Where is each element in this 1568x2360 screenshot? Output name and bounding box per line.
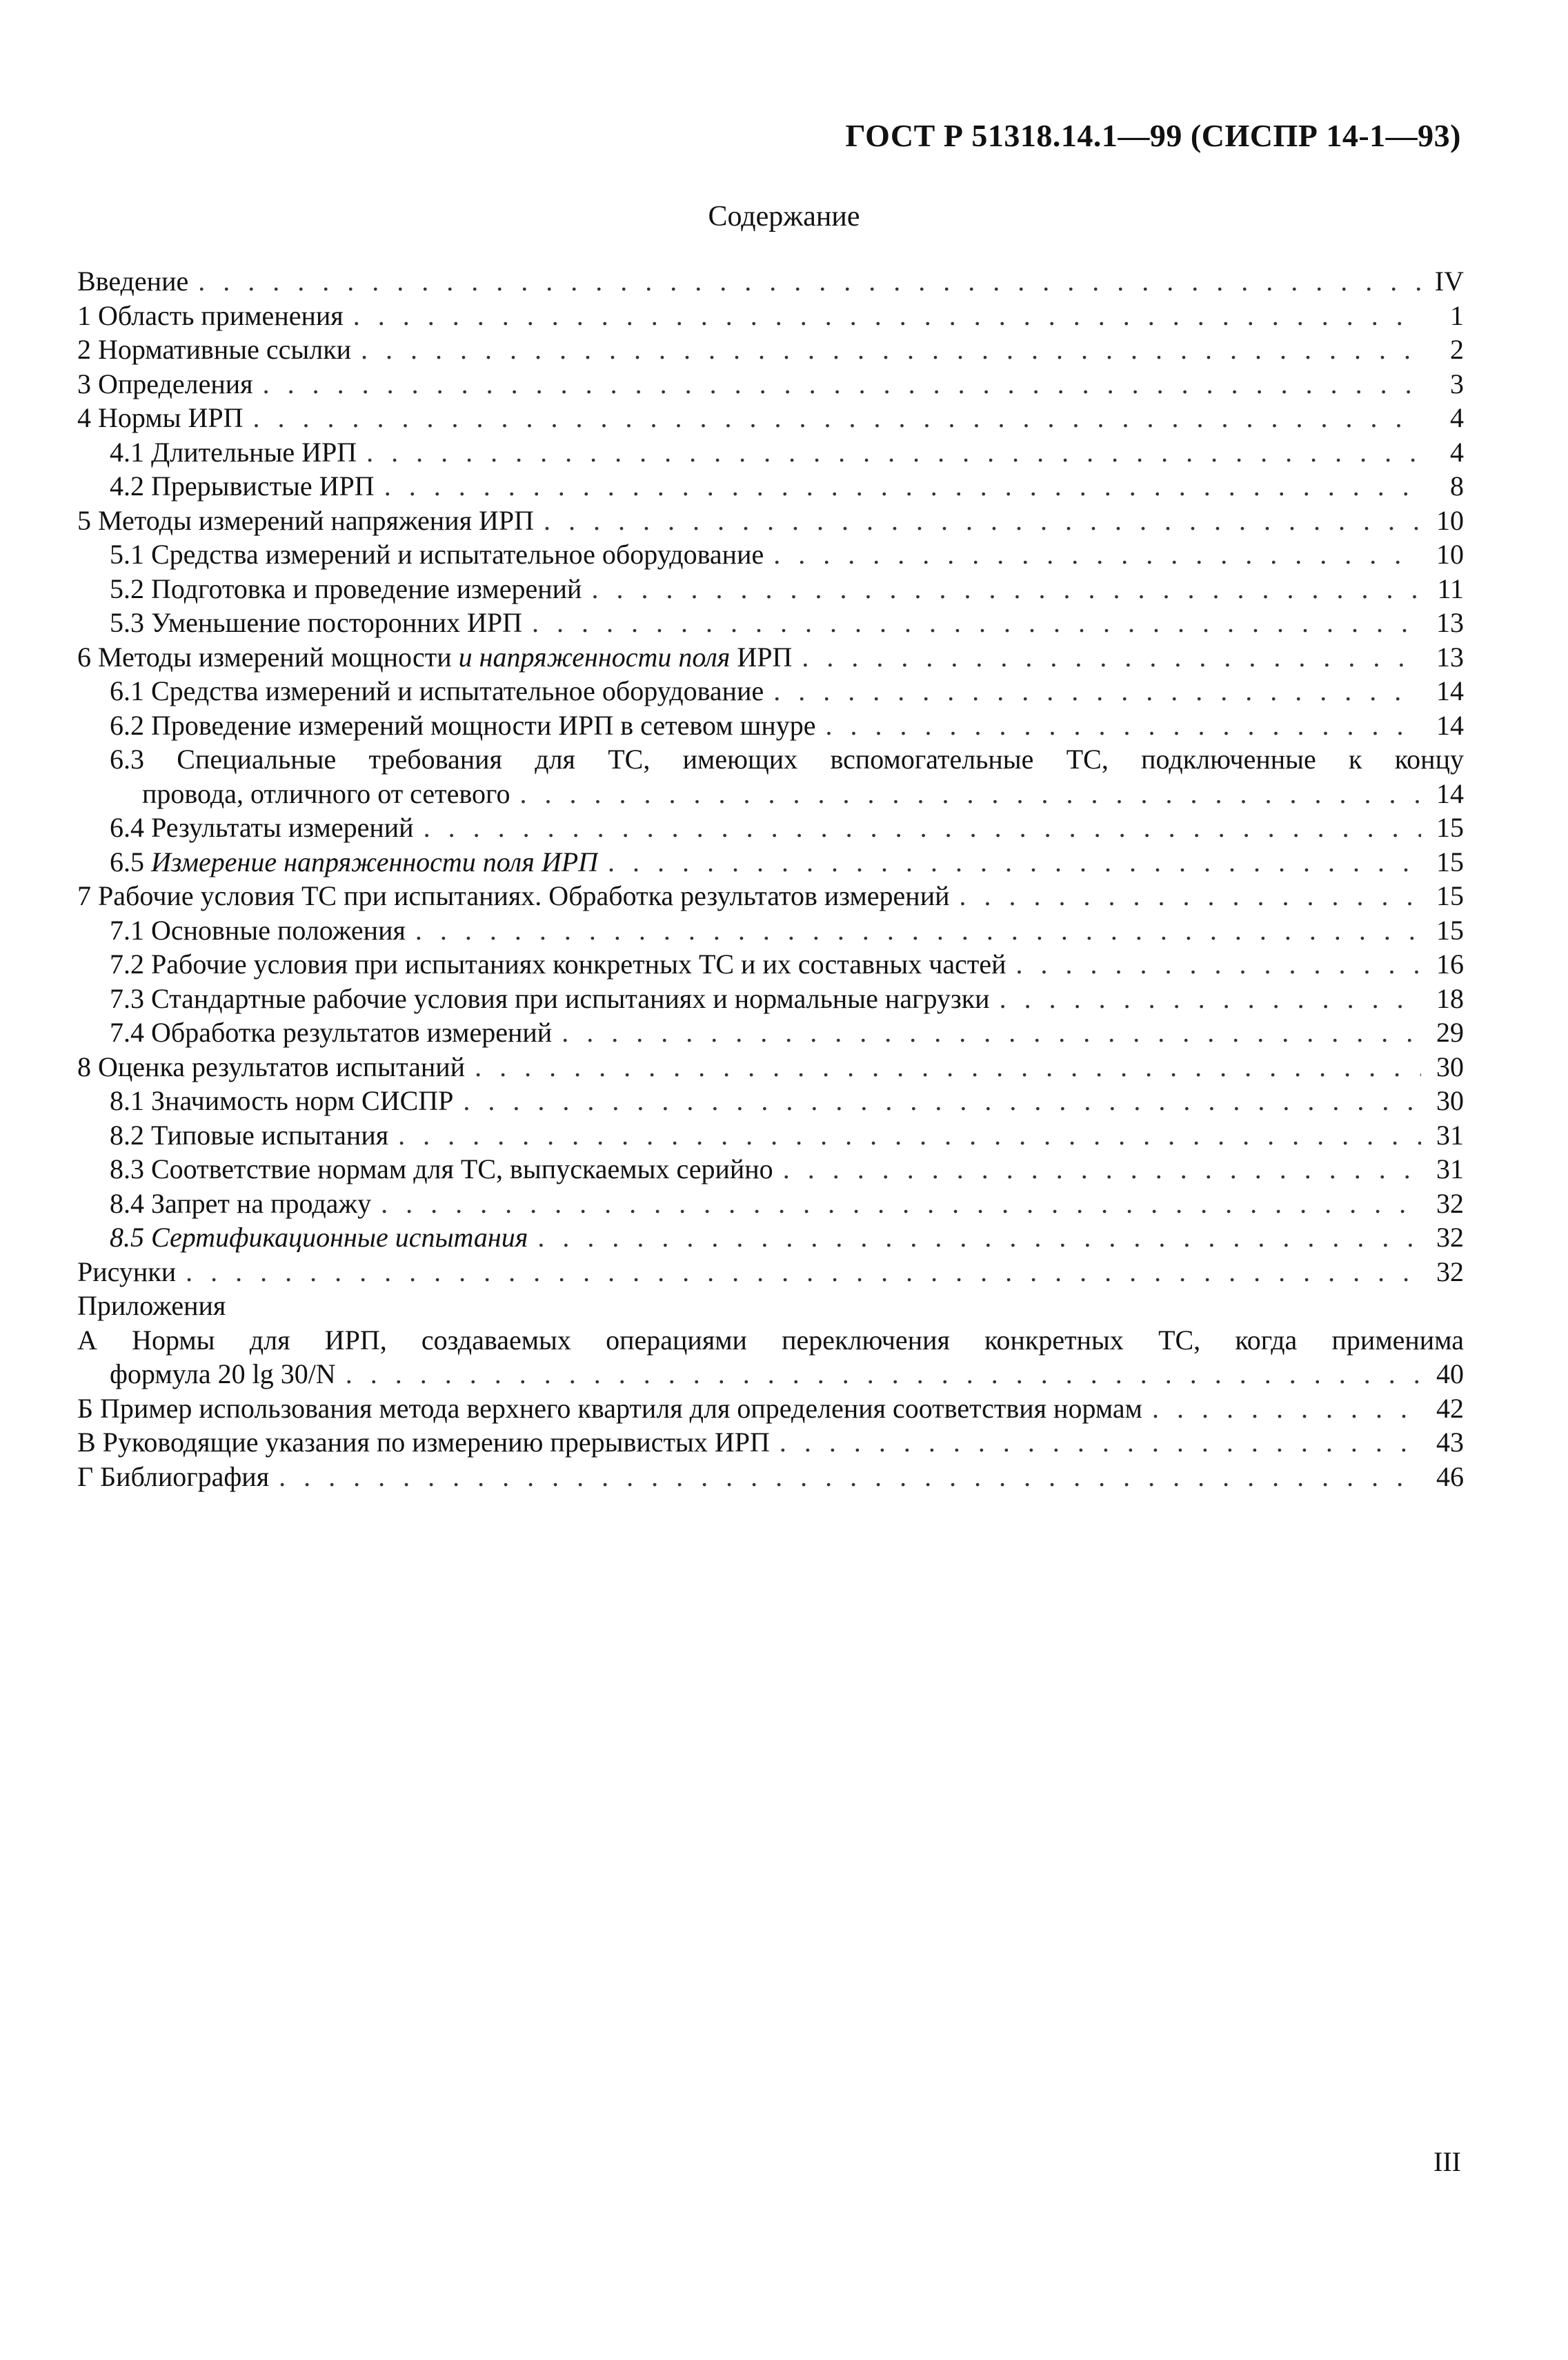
toc-dot-leader	[263, 367, 1421, 401]
toc-page-number: 4	[1450, 436, 1464, 468]
toc-entry-title	[110, 1357, 336, 1391]
toc-entry-title	[77, 1255, 176, 1289]
toc-page-number: 18	[1436, 982, 1464, 1014]
toc-page-number: 42	[1436, 1392, 1464, 1424]
toc-entry-title-part: 1 Область применения	[77, 299, 344, 331]
toc-entry-title	[110, 674, 764, 708]
toc-entry-title-part: 8.3 Соответствие нормам для ТС, выпускаемых серийно	[110, 1153, 773, 1184]
toc-entry[interactable]	[77, 1220, 1464, 1255]
toc-entry-title-part: 7.2 Рабочие условия при испытаниях конкретных ТС и их составных частей	[110, 949, 1006, 980]
toc-entry[interactable]	[77, 1460, 1464, 1494]
toc-page-number: 43	[1436, 1427, 1464, 1458]
toc-entry-title	[77, 879, 950, 913]
toc-entry-title	[110, 1152, 773, 1187]
toc-entry-title-part: 4 Нормы ИРП	[77, 402, 244, 433]
toc-entry[interactable]	[77, 367, 1464, 401]
toc-dot-leader	[519, 777, 1421, 811]
toc-entry-title-part: Измерение напряженности поля ИРП	[151, 846, 599, 877]
toc-entry[interactable]	[77, 1255, 1464, 1289]
toc-entry-title-part: А Нормы для ИРП, создаваемых операциями переключения конкретных ТС, когда применима	[77, 1324, 1464, 1356]
toc-entry-title-part: 5.2 Подготовка и проведение измерений	[110, 573, 582, 604]
toc-dot-leader	[537, 1220, 1421, 1255]
toc-entry[interactable]	[77, 1152, 1464, 1187]
toc-page-number: 15	[1436, 846, 1464, 877]
toc-page-number: 31	[1436, 1153, 1464, 1184]
toc-entry[interactable]	[77, 845, 1464, 880]
toc-entry[interactable]	[77, 1015, 1464, 1050]
toc-entry-title	[77, 504, 534, 538]
toc-entry-title-part: 8.2 Типовые испытания	[110, 1119, 389, 1151]
toc-entry-title-part: 3 Определения	[77, 368, 253, 399]
toc-entry-title	[110, 1015, 552, 1050]
toc-dot-leader	[773, 674, 1421, 708]
toc-entry-title	[110, 1187, 371, 1221]
toc-entry-title-part: 6.1 Средства измерений и испытательное оборудование	[110, 675, 764, 706]
toc-dot-leader	[366, 435, 1421, 470]
toc-entry-title-part: 4.2 Прерывистые ИРП	[110, 470, 375, 502]
toc-entry[interactable]	[77, 811, 1464, 845]
toc-page-number: 15	[1436, 914, 1464, 946]
toc-entry-title-part: 5 Методы измерений напряжения ИРП	[77, 504, 535, 536]
toc-entry-title-part: провода, отличного от сетевого	[142, 777, 510, 809]
toc-dot-leader	[532, 606, 1421, 640]
toc-entry-title	[110, 913, 406, 948]
toc-entry[interactable]	[77, 606, 1464, 640]
toc-entry-title-part: 8.5 Сертификационные испытания	[110, 1222, 528, 1253]
toc-entry[interactable]	[77, 333, 1464, 367]
toc-page-number: 29	[1436, 1017, 1464, 1048]
toc-entry[interactable]	[77, 777, 1464, 811]
toc-entry-title	[77, 1460, 269, 1494]
toc-dot-leader	[463, 1084, 1421, 1118]
toc-page-number: 3	[1450, 368, 1464, 399]
toc-page-number: 32	[1436, 1256, 1464, 1287]
toc-entry-title	[110, 845, 598, 880]
toc-entry-title	[77, 1323, 1464, 1358]
toc-page-number: 13	[1436, 641, 1464, 673]
toc-page-number: 32	[1436, 1222, 1464, 1253]
toc-page-number: 30	[1436, 1051, 1464, 1082]
toc-page-number: 4	[1450, 402, 1464, 433]
toc-entry-title-part: Введение	[77, 266, 189, 297]
toc-dot-leader	[346, 1357, 1421, 1391]
toc-entry-title-part: Приложения	[77, 1290, 226, 1321]
toc-entry-title-part: 5.3 Уменьшение посторонних ИРП	[110, 607, 522, 638]
toc-entry-title-part: 6.5	[110, 846, 151, 877]
toc-dot-leader	[562, 1015, 1421, 1050]
toc-entry-title	[110, 572, 582, 606]
toc-dot-leader	[608, 845, 1421, 880]
toc-entry[interactable]	[77, 469, 1464, 504]
toc-entry-title	[77, 367, 253, 401]
toc-entry[interactable]	[77, 1289, 1464, 1323]
toc-entry[interactable]	[77, 640, 1464, 675]
toc-entry-title	[77, 1050, 465, 1084]
toc-page-number: 31	[1436, 1119, 1464, 1151]
toc-entry-title	[110, 606, 522, 640]
toc-page-number: 40	[1436, 1358, 1464, 1389]
toc-entry-title	[77, 640, 792, 675]
toc-entry-title-part: 5.1 Средства измерений и испытательное оборудование	[110, 539, 764, 570]
toc-dot-leader	[475, 1050, 1421, 1084]
toc-entry-title-part: и напряженности поля	[458, 641, 731, 673]
toc-entry[interactable]	[77, 1118, 1464, 1153]
toc-page-number: 32	[1436, 1187, 1464, 1219]
toc-entry[interactable]	[77, 913, 1464, 948]
toc-entry[interactable]	[77, 572, 1464, 606]
toc-entry[interactable]	[77, 1187, 1464, 1221]
toc-page-number: 11	[1437, 573, 1464, 604]
toc-entry-title-part: 6.2 Проведение измерений мощности ИРП в сетевом шнуре	[110, 709, 816, 741]
toc-page-number: 15	[1436, 880, 1464, 911]
toc-page-number: 1	[1450, 299, 1464, 331]
toc-page-number: 13	[1436, 607, 1464, 638]
toc-dot-leader	[186, 1255, 1421, 1289]
toc-entry-title-part: 8 Оценка результатов испытаний	[77, 1051, 466, 1082]
toc-entry[interactable]	[77, 674, 1464, 708]
toc-entry[interactable]	[77, 708, 1464, 743]
toc-entry-title-part: 6.4 Результаты измерений	[110, 812, 414, 843]
toc-dot-leader	[279, 1460, 1421, 1494]
toc-entry[interactable]	[77, 1050, 1464, 1084]
toc-entry[interactable]	[77, 435, 1464, 470]
toc-dot-leader	[253, 401, 1422, 435]
toc-entry[interactable]	[77, 264, 1464, 299]
toc-dot-leader	[773, 537, 1421, 572]
toc-entry[interactable]	[77, 1357, 1464, 1391]
toc-entry[interactable]	[77, 1084, 1464, 1118]
toc-dot-leader	[802, 640, 1421, 675]
toc-entry-title-part: В Руководящие указания по измерению прерывистых ИРП	[77, 1427, 770, 1458]
toc-entry-title	[77, 333, 351, 367]
page-number: III	[1433, 2146, 1461, 2177]
toc-entry-title-part: 2 Нормативные ссылки	[77, 334, 352, 365]
toc-entry-title	[77, 1289, 226, 1323]
toc-entry[interactable]	[77, 1323, 1464, 1358]
toc-entry[interactable]	[77, 401, 1464, 435]
toc-entry-title	[77, 1391, 1142, 1426]
toc-page-number: 16	[1436, 949, 1464, 980]
toc-entry-title-part: 6 Методы измерений мощности	[77, 641, 459, 673]
toc-dot-leader	[1016, 947, 1421, 982]
toc-dot-leader	[544, 504, 1421, 538]
toc-dot-leader	[398, 1118, 1421, 1153]
toc-entry-title	[110, 469, 375, 504]
toc-entry-title	[77, 1425, 770, 1460]
toc-entry-title	[110, 1118, 388, 1153]
toc-entry[interactable]	[77, 742, 1464, 777]
toc-page-number: 2	[1450, 334, 1464, 365]
toc-page-number: 8	[1450, 470, 1464, 502]
toc-entry-title	[77, 401, 244, 435]
toc-entry-title	[77, 264, 188, 299]
toc-entry[interactable]	[77, 1425, 1464, 1460]
toc-entry-title	[110, 947, 1006, 982]
toc-entry-title	[77, 299, 344, 333]
toc-page-number: 15	[1436, 812, 1464, 843]
document-header: ГОСТ Р 51318.14.1—99 (СИСПР 14-1—93)	[845, 118, 1461, 153]
toc-entry[interactable]	[77, 537, 1464, 572]
toc-entry-title-part: Рисунки	[77, 1256, 177, 1287]
toc-dot-leader	[424, 811, 1421, 845]
toc-dot-leader	[384, 469, 1421, 504]
toc-entry-title-part: 7.4 Обработка результатов измерений	[110, 1017, 553, 1048]
toc-entry-title-part: 6.3 Специальные требования для ТС, имеющих вспомогательные ТС, подключенные к концу	[110, 744, 1464, 775]
toc-dot-leader	[783, 1152, 1421, 1187]
toc-entry[interactable]	[77, 1391, 1464, 1426]
toc-entry-title	[110, 982, 990, 1016]
toc-entry-title	[110, 742, 1464, 777]
toc-page-number: 30	[1436, 1085, 1464, 1116]
toc-entry-title	[110, 1220, 528, 1255]
toc-entry-title-part: ИРП	[730, 641, 793, 673]
toc-dot-leader	[1000, 982, 1421, 1016]
toc-entry-title-part: 7 Рабочие условия ТС при испытаниях. Обработка результатов измерений	[77, 880, 950, 911]
toc-entry-title	[110, 537, 764, 572]
toc-entry-title-part: Г Библиография	[77, 1460, 270, 1492]
toc-entry-title	[142, 777, 510, 811]
toc-entry-title-part: 7.3 Стандартные рабочие условия при испытаниях и нормальные нагрузки	[110, 982, 990, 1014]
toc-page-number: 10	[1436, 539, 1464, 570]
toc-page-number: 10	[1436, 504, 1464, 536]
toc-page-number: 46	[1436, 1460, 1464, 1492]
page-title: Содержание	[708, 201, 860, 232]
toc-dot-leader	[361, 333, 1421, 367]
toc-entry-title	[110, 435, 357, 470]
toc-dot-leader	[960, 879, 1421, 913]
toc-dot-leader	[353, 299, 1421, 333]
toc-page-number: 14	[1436, 675, 1464, 706]
toc-entry-title-part: формула 20 lg 30/N	[110, 1358, 336, 1389]
toc-dot-leader	[780, 1425, 1421, 1460]
toc-entry-title	[110, 811, 414, 845]
toc-entry-title-part: 4.1 Длительные ИРП	[110, 436, 357, 468]
toc-entry-title-part: 7.1 Основные положения	[110, 914, 406, 946]
toc-dot-leader	[826, 708, 1421, 743]
toc-dot-leader	[1152, 1391, 1421, 1426]
toc-dot-leader	[381, 1187, 1421, 1221]
toc-entry[interactable]	[77, 504, 1464, 538]
table-of-contents	[77, 264, 1464, 1494]
toc-entry[interactable]	[77, 947, 1464, 982]
toc-page-number: 14	[1436, 777, 1464, 809]
toc-dot-leader	[198, 264, 1421, 299]
toc-entry-title-part: 8.1 Значимость норм СИСПР	[110, 1085, 454, 1116]
toc-entry[interactable]	[77, 982, 1464, 1016]
toc-entry-title	[110, 708, 816, 743]
toc-entry[interactable]	[77, 879, 1464, 913]
toc-entry-title	[110, 1084, 453, 1118]
toc-entry-title-part: 8.4 Запрет на продажу	[110, 1187, 372, 1219]
toc-entry-title-part: Б Пример использования метода верхнего квартиля для определения соответствия нормам	[77, 1392, 1142, 1424]
toc-dot-leader	[415, 913, 1421, 948]
toc-dot-leader	[591, 572, 1421, 606]
toc-page-number: 14	[1436, 709, 1464, 741]
toc-page-number: IV	[1434, 266, 1464, 297]
toc-entry[interactable]	[77, 299, 1464, 333]
